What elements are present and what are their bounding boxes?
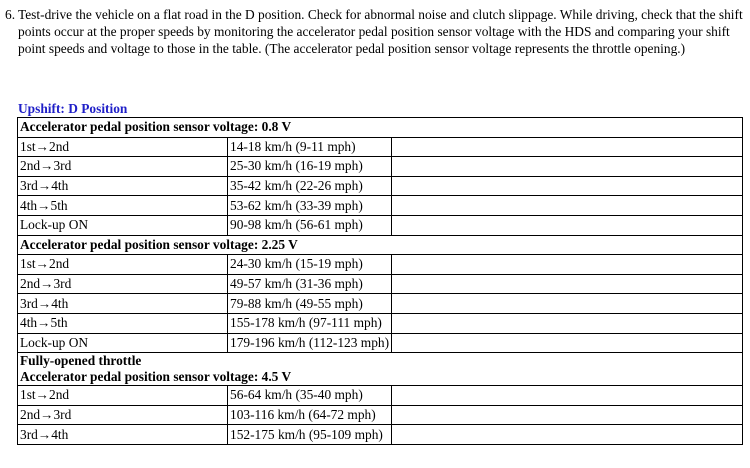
empty-cell	[392, 333, 743, 353]
section-header	[18, 118, 743, 138]
shift-point-cell: 3rd→4th	[18, 294, 228, 314]
section-header	[18, 353, 743, 386]
empty-cell	[392, 196, 743, 216]
step-number: 6.	[5, 7, 16, 22]
step-instructions: Test-drive the vehicle on a flat road in the D position. Check for abnormal noise and clutch slippage. While driving, check that the shift points occur at the proper speeds by monitoring the accelerator pedal position sensor voltage with the HDS and comparing your shift point speeds and voltage to those in the table. (The accelerator pedal position sensor voltage represents the throttle opening.)	[18, 7, 743, 56]
table-row	[18, 333, 743, 353]
speed-range-cell: 179-196 km/h (112-123 mph)	[228, 333, 392, 353]
speed-range-cell: 14-18 km/h (9-11 mph)	[228, 137, 392, 157]
shift-point-cell: 4th→5th	[18, 313, 228, 333]
shift-point-cell: 1st→2nd	[18, 255, 228, 275]
shift-point-cell: 2nd→3rd	[18, 405, 228, 425]
speed-range-cell: 24-30 km/h (15-19 mph)	[228, 255, 392, 275]
table-row	[18, 137, 743, 157]
table-row	[18, 196, 743, 216]
shift-point-cell: 2nd→3rd	[18, 157, 228, 177]
empty-cell	[392, 215, 743, 235]
table-row	[18, 294, 743, 314]
table-row	[18, 405, 743, 425]
table-row	[18, 313, 743, 333]
shift-point-cell: 4th→5th	[18, 196, 228, 216]
speed-range-cell: 35-42 km/h (22-26 mph)	[228, 176, 392, 196]
section-header-line: Accelerator pedal position sensor voltage: 2.25 V	[20, 236, 298, 252]
section-header-line: Accelerator pedal position sensor voltage: 4.5 V	[20, 369, 292, 385]
empty-cell	[392, 176, 743, 196]
speed-range-cell: 49-57 km/h (31-36 mph)	[228, 274, 392, 294]
table-row	[18, 274, 743, 294]
empty-cell	[392, 137, 743, 157]
speed-range-cell: 25-30 km/h (16-19 mph)	[228, 157, 392, 177]
speed-range-cell: 152-175 km/h (95-109 mph)	[228, 425, 392, 445]
section-header-line: Fully-opened throttle	[20, 353, 142, 369]
table-row	[18, 255, 743, 275]
shift-point-cell: 2nd→3rd	[18, 274, 228, 294]
table-row	[18, 176, 743, 196]
empty-cell	[392, 405, 743, 425]
empty-cell	[392, 255, 743, 275]
shift-point-cell: 3rd→4th	[18, 176, 228, 196]
empty-cell	[392, 157, 743, 177]
shift-point-cell: 3rd→4th	[18, 425, 228, 445]
table-caption: Upshift: D Position	[18, 101, 128, 116]
table-row	[18, 425, 743, 445]
upshift-table	[17, 117, 743, 445]
empty-cell	[392, 274, 743, 294]
speed-range-cell: 103-116 km/h (64-72 mph)	[228, 405, 392, 425]
table-row	[18, 215, 743, 235]
shift-point-cell: 1st→2nd	[18, 386, 228, 406]
empty-cell	[392, 425, 743, 445]
empty-cell	[392, 386, 743, 406]
shift-point-cell: 1st→2nd	[18, 137, 228, 157]
shift-point-cell: Lock-up ON	[18, 215, 228, 235]
section-header	[18, 235, 743, 255]
table-row	[18, 386, 743, 406]
empty-cell	[392, 313, 743, 333]
section-header-line: Accelerator pedal position sensor voltage: 0.8 V	[20, 119, 292, 135]
empty-cell	[392, 294, 743, 314]
shift-point-cell: Lock-up ON	[18, 333, 228, 353]
section-header-row	[18, 353, 743, 386]
speed-range-cell: 155-178 km/h (97-111 mph)	[228, 313, 392, 333]
speed-range-cell: 79-88 km/h (49-55 mph)	[228, 294, 392, 314]
section-header-row	[18, 118, 743, 138]
section-header-row	[18, 235, 743, 255]
speed-range-cell: 90-98 km/h (56-61 mph)	[228, 215, 392, 235]
procedure-step	[5, 6, 745, 57]
speed-range-cell: 53-62 km/h (33-39 mph)	[228, 196, 392, 216]
upshift-table-body	[18, 118, 743, 445]
table-row	[18, 157, 743, 177]
speed-range-cell: 56-64 km/h (35-40 mph)	[228, 386, 392, 406]
